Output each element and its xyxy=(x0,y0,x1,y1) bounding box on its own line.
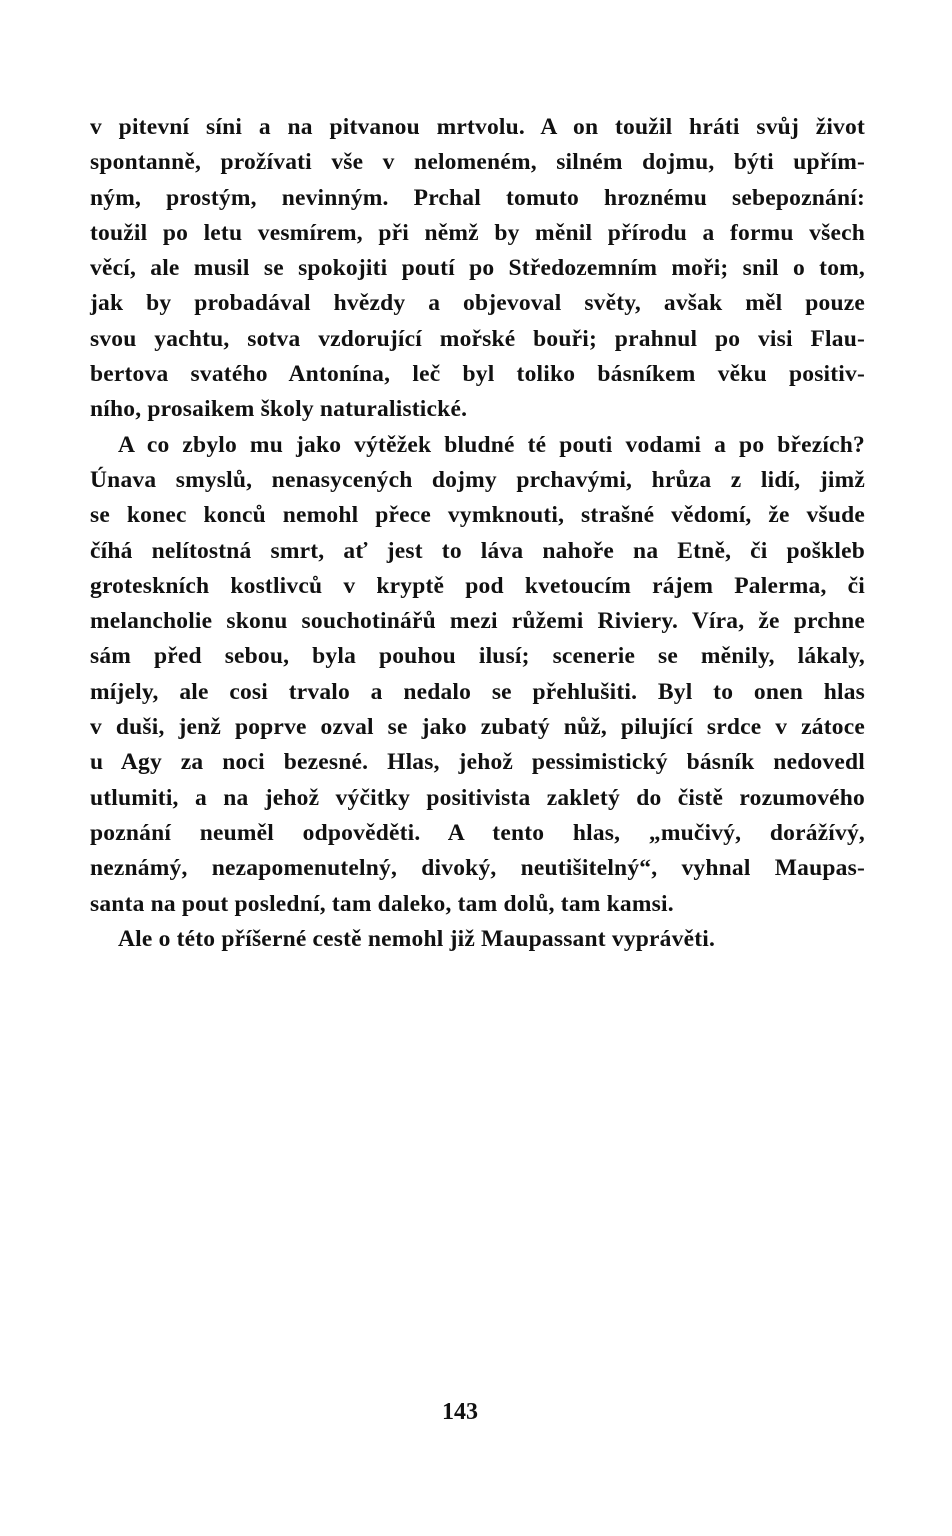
text-line: se konec konců nemohl přece vymknouti, strašné vědomí, že všude xyxy=(90,502,865,529)
text-line: groteskních kostlivců v kryptě pod kvetoucím rájem Palerma, či xyxy=(90,572,865,599)
text-line: toužil po letu vesmírem, při němž by měnil přírodu a formu všech xyxy=(90,219,865,246)
page-number: 143 xyxy=(442,1399,478,1425)
text-line: sám před sebou, byla pouhou ilusí; scenerie se měnily, lákaly, xyxy=(90,643,865,670)
text-line: bertova svatého Antonína, leč byl toliko básníkem věku positiv- xyxy=(90,361,865,388)
text-line: ního, prosaikem školy naturalistické. xyxy=(90,396,468,423)
text-line: melancholie skonu souchotinářů mezi růžemi Riviery. Víra, že prchne xyxy=(90,608,865,635)
text-line: míjely, ale cosi trvalo a nedalo se přehlušiti. Byl to onen hlas xyxy=(90,678,865,705)
text-line: utlumiti, a na jehož výčitky positivista zakletý do čistě rozumového xyxy=(90,784,865,811)
text-line: Ale o této příšerné cestě nemohl již Maupassant vyprávěti. xyxy=(118,925,716,952)
text-line: věcí, ale musil se spokojiti poutí po Středozemním moři; snil o tom, xyxy=(90,255,865,282)
text-line: spontanně, prožívati vše v nelomeném, silném dojmu, býti upřím- xyxy=(90,149,865,176)
body-text xyxy=(90,110,865,957)
text-line: svou yachtu, sotva vzdorující mořské bouři; prahnul po visi Flau- xyxy=(90,325,865,352)
text-line: poznání neuměl odpověděti. A tento hlas, „mučivý, dorážívý, xyxy=(90,819,865,846)
text-line: santa na pout poslední, tam daleko, tam dolů, tam kamsi. xyxy=(90,890,674,917)
text-line: číhá nelítostná smrt, ať jest to láva nahoře na Etně, či pošklеb xyxy=(90,537,865,564)
text-line: neznámý, nezapomenutelný, divoký, neutišitelný“, vyhnal Maupas- xyxy=(90,855,865,882)
text-line: A co zbylo mu jako výtěžek bludné té pouti vodami a po březích? xyxy=(118,431,865,458)
text-line: v duši, jenž poprve ozval se jako zubatý nůž, pilující srdce v zátoce xyxy=(90,714,865,741)
text-line: u Agy za noci bezesné. Hlas, jehož pessimistický básník nedovedl xyxy=(90,749,865,776)
text-line: Únava smyslů, nenasycených dojmy prchavými, hrůza z lidí, jimž xyxy=(90,466,865,493)
text-line: ným, prostým, nevinným. Prchal tomuto hroznému sebepoznání: xyxy=(90,184,865,211)
text-line: jak by probadával hvězdy a objevoval světy, avšak měl pouze xyxy=(90,290,865,317)
text-line: v pitevní síni a na pitvanou mrtvolu. A on toužil hráti svůj život xyxy=(90,114,865,140)
